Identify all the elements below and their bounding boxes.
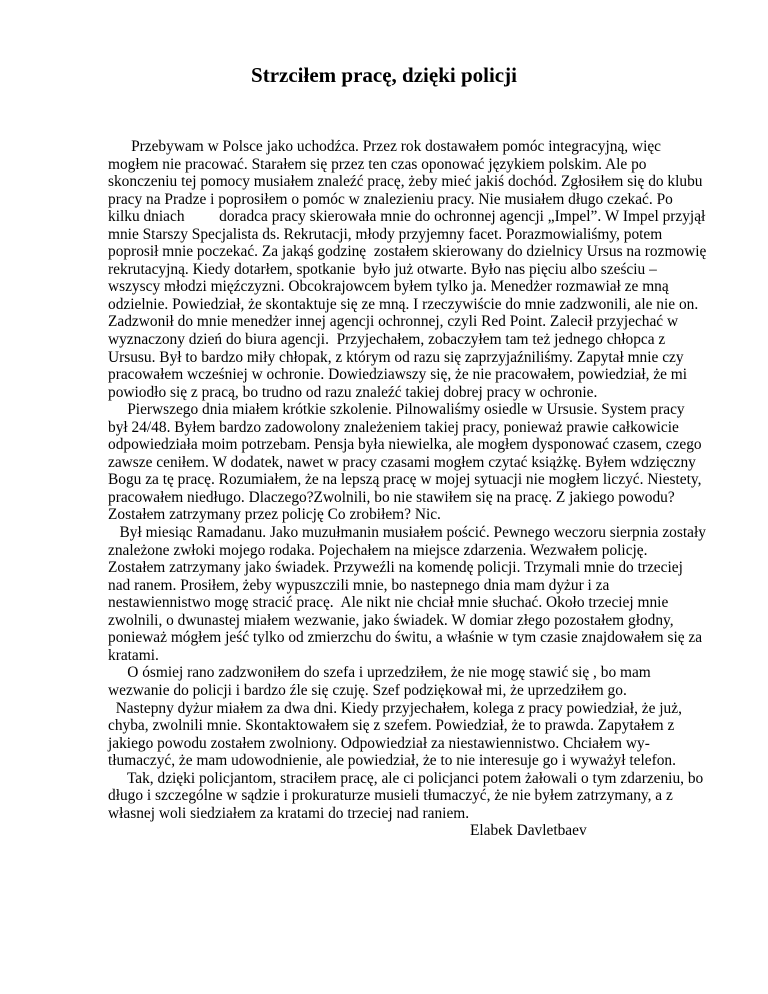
- body-line: wezwanie do policji i bardzo źle się czuję. Szef podziękował mi, że uprzedziłem go.: [108, 681, 627, 699]
- body-line: zawsze ceniłem. W dodatek, nawet w pracy czasami mogłem czytać książkę. Byłem wdzięczny: [108, 453, 696, 471]
- body-line: nad ranem. Prosiłem, żeby wypuszczili mnie, bo nastepnego dnia mam dyżur i za: [108, 576, 610, 594]
- body-line: powiodło się z pracą, bo trudno od razu znaleźć takiej dobrej pracy w ochronie.: [108, 383, 598, 401]
- author-signature: Elabek Davletbaev: [470, 822, 587, 839]
- body-line: pracowałem wcześniej w ochronie. Dowiedziawszy się, że nie pracowałem, powiedział, że mi: [108, 366, 688, 384]
- document-title: Strzciłem pracę, dzięki policji: [251, 63, 517, 87]
- body-line: pracy na Pradze i poprosiłem o pomóc w znalezieniu pracy. Nie musiałem długo czekać. Po: [108, 190, 673, 208]
- body-line: Zostałem zatrzymany przez policję Co zrobiłem? Nic.: [108, 506, 441, 524]
- body-line: mnie Starszy Specjalista ds. Rekrutacji, młody przyjemny facet. Porazmowialiśmy, potem: [108, 225, 663, 243]
- body-line: tłumaczyć, że mam udowodnienie, ale powiedział, że to nie interesuje go i wyważył telefon.: [108, 752, 676, 770]
- body-line: odpowiedziała moim potrzebam. Pensja była niewielka, ale mogłem dysponować czasem, czego: [108, 436, 702, 454]
- body-line: kilku dniach doradca pracy skierowała mnie do ochronnej agencji „Impel”. W Impel przyjął: [108, 208, 706, 226]
- body-line: Bogu za tę pracę. Rozumiałem, że na lepszą pracę w mojej sytuacji nie mogłem liczyć. Niestety,: [108, 471, 702, 489]
- body-line: Pierwszego dnia miałem krótkie szkolenie. Pilnowaliśmy osiedle w Ursusie. System pracy: [108, 401, 685, 419]
- body-line: był 24/48. Byłem bardzo zadowolony znależeniem takiej pracy, ponieważ prawie całkowicie: [108, 418, 679, 436]
- body-line: znależone zwłoki mojego rodaka. Pojechałem na miejsce zdarzenia. Wezwałem policję.: [108, 541, 648, 559]
- body-line: długo i szczególne w sądzie i prokuraturze musieli tłumaczyć, że nie byłem zatrzymany, a z: [108, 787, 673, 805]
- body-line: wszyscy młodzi mięźczyzni. Obcokrajowcem byłem tylko ja. Menedżer rozmawiał ze mną: [108, 278, 669, 296]
- body-line: skonczeniu tej pomocy musiałem znaleźć pracę, żeby mieć jakiś dochód. Zgłosiłem się do klubu: [108, 173, 703, 191]
- body-line: ponieważ mógłem jeść tylko od zmierzchu do świtu, a właśnie w tym czasie znajdowałem się za: [108, 629, 703, 647]
- body-line: zwolnili, o dwunastej miałem wezwanie, jako świadek. W domiar złego pozostałem głodny,: [108, 611, 674, 629]
- body-line: Tak, dzięki policjantom, straciłem pracę, ale ci policjanci potem żałowali o tym zdarzeniu, bo: [108, 769, 704, 787]
- body-line: Przebywam w Polsce jako uchodźca. Przez rok dostawałem pomóc integracyjną, więc: [108, 138, 662, 155]
- body-line: Był miesiąc Ramadanu. Jako muzułmanin musiałem pościć. Pewnego weczoru sierpnia zostały: [108, 524, 706, 542]
- body-line: poprosił mnie poczekać. Za jakąś godzinę zostałem skierowany do dzielnicy Ursus na rozmowię: [108, 243, 707, 261]
- body-line: chyba, zwolnili mnie. Skontaktowałem się z szefem. Powiedział, że to prawda. Zapytałem z: [108, 717, 675, 735]
- body-line: jakiego powodu zostałem zwolniony. Odpowiedział za niestawiennistwo. Chciałem wy-: [108, 734, 650, 752]
- body-line: mogłem nie pracować. Starałem się przez ten czas oponować językiem polskim. Ale po: [108, 155, 647, 173]
- body-line: O ósmiej rano zadzwoniłem do szefa i uprzedziłem, że nie mogę stawić się , bo mam: [108, 664, 651, 682]
- body-line: nestawiennistwo mogę stracić pracę. Ale nikt nie chciał mnie słuchać. Około trzeciej mnie: [108, 594, 669, 612]
- body-line: Ursusu. Był to bardzo miły chłopak, z którym od razu się zaprzyjaźniliśmy. Zapytał mnie czy: [108, 348, 684, 366]
- body-line: własnej woli siedziałem za kratami do trzeciej nad raniem.: [108, 804, 470, 822]
- body-line: rekrutacyjną. Kiedy dotarłem, spotkanie było już otwarte. Było nas pięciu albo sześciu –: [108, 260, 657, 278]
- body-line: kratami.: [108, 646, 159, 664]
- body-line: odzielnie. Powiedział, że skontaktuje się ze mną. I rzeczywiście do mnie zadzwonili, ale nie on.: [108, 295, 699, 313]
- document-body: [108, 138, 708, 822]
- body-line: wyznaczony dzień do biura agencji. Przyjechałem, zobaczyłem tam też jednego chłopca z: [108, 331, 666, 349]
- body-line: Zadzwonił do mnie menedżer innej agencji ochronnej, czyli Red Point. Zalecił przyjechać w: [108, 313, 679, 331]
- body-line: Nastepny dyżur miałem za dwa dni. Kiedy przyjechałem, kolega z pracy powiedział, że już,: [108, 699, 682, 717]
- body-line: Zostałem zatrzymany jako świadek. Przyweźli na komendę policji. Trzymali mnie do trzeciej: [108, 559, 683, 577]
- body-line: pracowałem niedługo. Dlaczego?Zwolnili, bo nie stawiłem się na pracę. Z jakiego powodu?: [108, 488, 675, 506]
